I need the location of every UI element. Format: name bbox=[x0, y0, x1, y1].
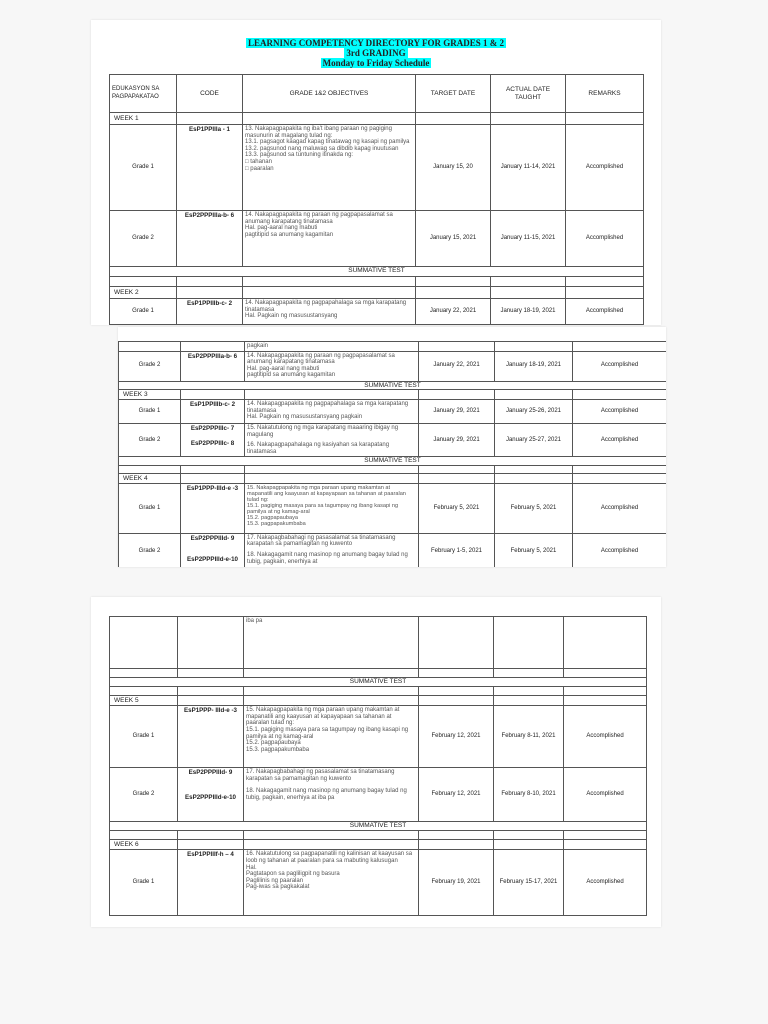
table-header-row bbox=[110, 75, 644, 113]
week-row bbox=[119, 389, 667, 399]
actual-date: February 5, 2021 bbox=[495, 483, 573, 533]
week-row bbox=[110, 113, 644, 125]
grade-label: Grade 1 bbox=[110, 299, 177, 325]
grade-label: Grade 1 bbox=[119, 483, 181, 533]
grade-label: Grade 2 bbox=[110, 211, 177, 267]
competency-table-page-1 bbox=[109, 74, 644, 325]
summative-test-label: SUMMATIVE TEST bbox=[119, 457, 667, 465]
continuation-row bbox=[119, 342, 667, 352]
objective-text: 14. Nakapagpapakita ng paraan ng pagpapasalamat sa anumang karapatang tinatamasa Hal. pag-aaral nang mabuti pagtitipid sa anumang kagamitan bbox=[243, 211, 416, 267]
competency-code: EsP1PPIIIb-c- 2 bbox=[181, 400, 245, 424]
remarks: Accomplished bbox=[566, 299, 644, 325]
target-date: January 29, 2021 bbox=[419, 400, 495, 424]
col-remarks: REMARKS bbox=[566, 75, 644, 113]
competency-code-a: EsP2PPPIIId- 9 bbox=[190, 534, 235, 542]
objective-b: 18. Nakagagamit nang masinop ng anumang bagay tulad ng tubig, pagkain, enerhiya at bbox=[247, 551, 408, 565]
summative-test-label: SUMMATIVE TEST bbox=[110, 267, 644, 277]
actual-date: January 18-19, 2021 bbox=[491, 299, 566, 325]
col-code: CODE bbox=[177, 75, 243, 113]
table-row bbox=[110, 211, 644, 267]
competency-code-b: EsP2PPPIIId-e-10 bbox=[187, 555, 238, 563]
competency-code-a: EsP2PPPIIId- 9 bbox=[188, 769, 233, 777]
table-row bbox=[119, 483, 667, 533]
actual-date: January 25-27, 2021 bbox=[495, 424, 573, 457]
competency-table-page-3 bbox=[109, 616, 647, 916]
col-actual-date: ACTUAL DATE TAUGHT bbox=[491, 75, 566, 113]
competency-code bbox=[178, 768, 244, 822]
spacer-row bbox=[110, 687, 647, 696]
remarks: Accomplished bbox=[566, 211, 644, 267]
target-date: February 19, 2021 bbox=[419, 850, 494, 916]
table-row bbox=[110, 850, 647, 916]
table-row bbox=[119, 424, 667, 457]
summative-row bbox=[110, 822, 647, 831]
grade-label: Grade 1 bbox=[110, 706, 178, 768]
actual-date: January 11-15, 2021 bbox=[491, 211, 566, 267]
competency-code: EsP2PPPIIIa-b- 6 bbox=[177, 211, 243, 267]
objective-text: 14. Nakapagpapakita ng pagpapahalaga sa mga karapatang tinatamasa Hal. Pagkain ng masusustansyang bbox=[243, 299, 416, 325]
week-label: WEEK 2 bbox=[110, 287, 177, 299]
document-page-1 bbox=[91, 20, 661, 325]
summative-test-label: SUMMATIVE TEST bbox=[119, 381, 667, 389]
remarks: Accomplished bbox=[564, 850, 647, 916]
table-row bbox=[119, 400, 667, 424]
actual-date: February 8-10, 2021 bbox=[494, 768, 564, 822]
spacer-row bbox=[110, 277, 644, 287]
document-header bbox=[91, 38, 661, 68]
competency-code: EsP1PPIIIb-c- 2 bbox=[177, 299, 243, 325]
actual-date: February 15-17, 2021 bbox=[494, 850, 564, 916]
objective-text: 16. Nakatutulong sa pagpapanatili ng kalinisan at kaayusan sa loob ng tahanan at paaralan para sa mabuting kalusugan Hal. Pagtatapon sa pagliligpit ng basura Paglilinis ng paaralan Pag-iwas sa pagkakalat bbox=[244, 850, 419, 916]
col-target-date: TARGET DATE bbox=[416, 75, 491, 113]
grade-label: Grade 1 bbox=[110, 125, 177, 211]
objective-text bbox=[244, 768, 419, 822]
col-subject: EDUKASYON SA PAGPAPAKATAO bbox=[110, 75, 177, 113]
target-date: January 22, 2021 bbox=[419, 351, 495, 381]
competency-code: EsP1PPP-IIId-e -3 bbox=[181, 483, 245, 533]
summative-row bbox=[119, 381, 667, 389]
table-row bbox=[119, 351, 667, 381]
table-row bbox=[110, 299, 644, 325]
objective-text bbox=[245, 533, 419, 567]
grade-label: Grade 1 bbox=[119, 400, 181, 424]
header-title: LEARNING COMPETENCY DIRECTORY FOR GRADES 1 & 2 bbox=[247, 38, 505, 48]
target-date: January 22, 2021 bbox=[416, 299, 491, 325]
competency-code-b: EsP2PPPIIIc- 8 bbox=[190, 440, 235, 448]
remarks: Accomplished bbox=[573, 424, 667, 457]
actual-date: January 25-26, 2021 bbox=[495, 400, 573, 424]
objective-text: 15. Nakapagpapakita ng mga paraan upang makamtan at mapanatili ang kaayusan at kapayapaan sa tahanan at paaralan tulad ng: 15.1. pagiging masaya para sa tagumpay ng ibang kasapi ng pamilya at ng kamag-aral 15.2. pagpapaubaya 15.3. pagpapakumbaba bbox=[244, 706, 419, 768]
objective-a: 17. Nakapagbabahagi ng pasasalamat sa tinatamasang karapatan sa pamamagitan ng kuwento bbox=[247, 534, 396, 548]
col-objectives: GRADE 1&2 OBJECTIVES bbox=[243, 75, 416, 113]
competency-code bbox=[181, 424, 245, 457]
objective-text: 14. Nakapagpapakita ng pagpapahalaga sa mga karapatang tinatamasa Hal. Pagkain ng masusustansyang pagkain bbox=[245, 400, 419, 424]
competency-table-page-2 bbox=[118, 341, 666, 567]
week-row bbox=[110, 696, 647, 706]
summative-test-label: SUMMATIVE TEST bbox=[110, 678, 647, 687]
competency-code: EsP2PPPIIIa-b- 6 bbox=[181, 351, 245, 381]
remarks: Accomplished bbox=[564, 706, 647, 768]
continuation-row bbox=[110, 617, 647, 669]
objective-continuation: iba pa bbox=[244, 617, 419, 669]
summative-test-label: SUMMATIVE TEST bbox=[110, 822, 647, 831]
week-row bbox=[110, 287, 644, 299]
target-date: February 1-5, 2021 bbox=[419, 533, 495, 567]
week-label: WEEK 1 bbox=[110, 113, 177, 125]
summative-row bbox=[119, 457, 667, 465]
summative-row bbox=[110, 678, 647, 687]
grade-label: Grade 1 bbox=[110, 850, 178, 916]
objective-b: 18. Nakagagamit nang masinop ng anumang bagay tulad ng tubig, pagkain, enerhiya at iba pa bbox=[246, 788, 407, 801]
competency-code-a: EsP2PPPIIIc- 7 bbox=[190, 425, 235, 432]
target-date: February 12, 2021 bbox=[419, 706, 494, 768]
grade-label: Grade 2 bbox=[119, 424, 181, 457]
objective-continuation: pagkain bbox=[245, 342, 419, 352]
competency-code: EsP1PPIIIa - 1 bbox=[177, 125, 243, 211]
week-row bbox=[110, 840, 647, 850]
competency-code: EsP1PPP- IIId-e -3 bbox=[178, 706, 244, 768]
actual-date: January 11-14, 2021 bbox=[491, 125, 566, 211]
actual-date: February 8-11, 2021 bbox=[494, 706, 564, 768]
grade-label: Grade 2 bbox=[110, 768, 178, 822]
table-row bbox=[119, 533, 667, 567]
spacer-row bbox=[110, 831, 647, 840]
objective-text: 15. Nakapagpapakita ng mga paraan upang makamtan at mapanatili ang kaayusan at kapayapaan sa tahanan at paaralan tulad ng: 15.1. pagiging masaya para sa tagumpay ng ibang kasapi ng pamilya at ng kamag-aral 15.2. pagpapaubaya 15.3. pagpapakumbaba bbox=[245, 483, 419, 533]
week-row bbox=[119, 473, 667, 483]
objective-a: 17. Nakapagbabahagi ng pasasalamat sa tinatamasang karapatan sa pamamagitan ng kuwento bbox=[246, 769, 395, 782]
target-date: February 5, 2021 bbox=[419, 483, 495, 533]
target-date: February 12, 2021 bbox=[419, 768, 494, 822]
document-page-3 bbox=[91, 597, 661, 927]
objective-b: 16. Nakapagpapahalaga ng kasiyahan sa karapatang tinatamasa bbox=[247, 442, 390, 455]
objective-a: 15. Nakatutulong ng mga karapatang maaaring ibigay ng magulang bbox=[247, 425, 399, 438]
table-row bbox=[110, 768, 647, 822]
actual-date: January 18-19, 2021 bbox=[495, 351, 573, 381]
spacer-row bbox=[119, 465, 667, 473]
objective-text: 13. Nakapagpapakita ng iba't ibang paraan ng pagiging masunurin at magalang tulad ng: 13.1. pagsagot kaagad kapag tinatawag ng kasapi ng pamilya 13.2. pagsunod nang maluwag sa dibdib kapag inuutusan 13.3. pagsunod sa tuntuning itinakda ng: □ tahanan □ paaralan bbox=[243, 125, 416, 211]
remarks: Accomplished bbox=[573, 533, 667, 567]
target-date: January 15, 2021 bbox=[416, 211, 491, 267]
week-label: WEEK 6 bbox=[110, 840, 178, 850]
week-label: WEEK 3 bbox=[119, 389, 181, 399]
header-grading: 3rd GRADING bbox=[346, 48, 406, 58]
remarks: Accomplished bbox=[573, 483, 667, 533]
summative-row bbox=[110, 267, 644, 277]
target-date: January 15, 20 bbox=[416, 125, 491, 211]
competency-code bbox=[181, 533, 245, 567]
competency-code: EsP1PPIIIf-h – 4 bbox=[178, 850, 244, 916]
table-row bbox=[110, 706, 647, 768]
table-row bbox=[110, 125, 644, 211]
objective-text: 14. Nakapagpapakita ng paraan ng pagpapasalamat sa anumang karapatang tinatamasa Hal. pag-aaral nang mabuti pagtitipid sa anumang kagamitan bbox=[245, 351, 419, 381]
remarks: Accomplished bbox=[573, 351, 667, 381]
objective-text bbox=[245, 424, 419, 457]
grade-label: Grade 2 bbox=[119, 351, 181, 381]
competency-code-b: EsP2PPPIIId-e-10 bbox=[185, 794, 236, 802]
actual-date: February 5, 2021 bbox=[495, 533, 573, 567]
remarks: Accomplished bbox=[566, 125, 644, 211]
target-date: January 29, 2021 bbox=[419, 424, 495, 457]
remarks: Accomplished bbox=[573, 400, 667, 424]
week-label: WEEK 4 bbox=[119, 473, 181, 483]
header-schedule: Monday to Friday Schedule bbox=[322, 58, 430, 68]
spacer-row bbox=[110, 669, 647, 678]
document-page-2 bbox=[118, 327, 666, 567]
grade-label: Grade 2 bbox=[119, 533, 181, 567]
week-label: WEEK 5 bbox=[110, 696, 178, 706]
remarks: Accomplished bbox=[564, 768, 647, 822]
